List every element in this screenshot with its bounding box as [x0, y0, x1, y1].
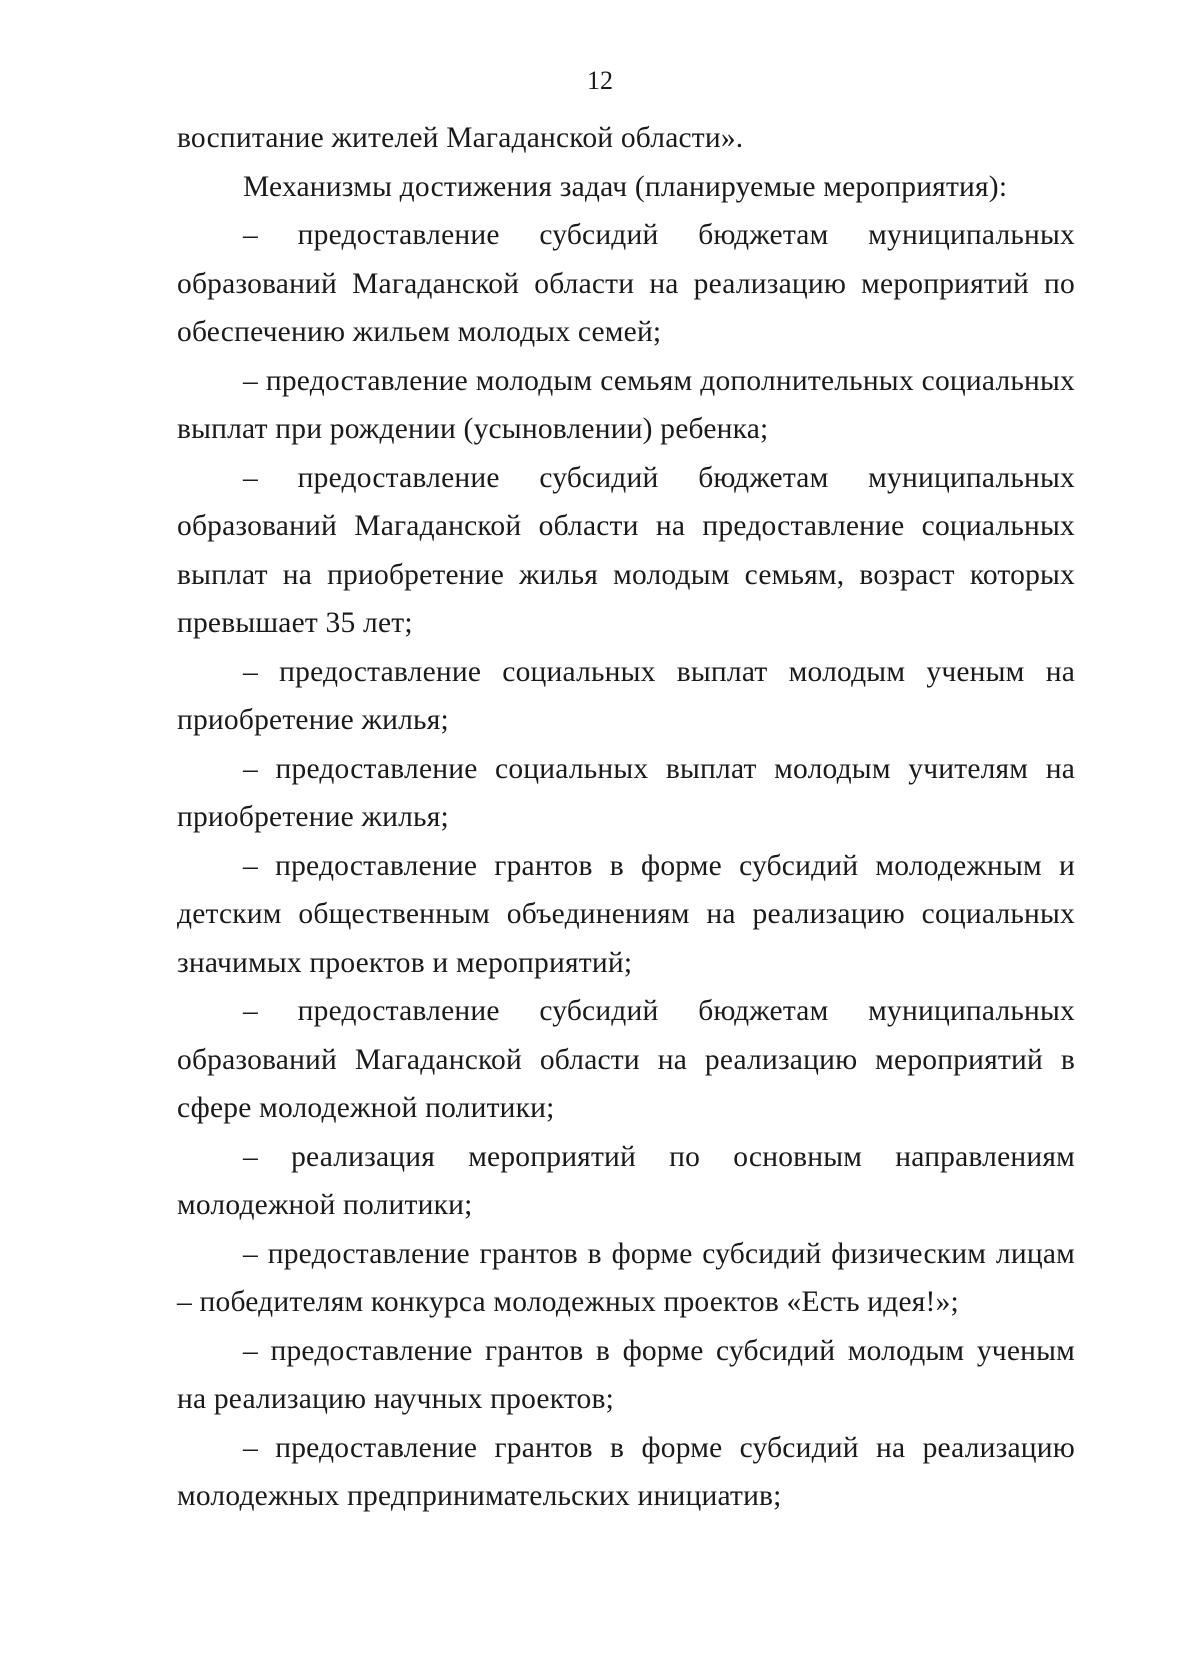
list-item: – предоставление грантов в форме субсидий физическим лицам – победителям конкурса молодежных проектов «Есть идея!»; [177, 1237, 1075, 1318]
intro-paragraph: Механизмы достижения задач (планируемые мероприятия): [243, 170, 1008, 203]
list-item: – предоставление субсидий бюджетам муниципальных образований Магаданской области на реализацию мероприятий в сфере молодежной политики; [177, 995, 1075, 1124]
list-item: – предоставление социальных выплат молодым учителям на приобретение жилья; [177, 752, 1075, 833]
list-item: – предоставление социальных выплат молодым ученым на приобретение жилья; [177, 655, 1075, 736]
list-item: – предоставление грантов в форме субсидий на реализацию молодежных предпринимательских инициатив; [177, 1431, 1075, 1512]
list-item: – предоставление субсидий бюджетам муниципальных образований Магаданской области на реализацию мероприятий по обеспечению жильем молодых семей; [177, 219, 1075, 348]
list-item: – предоставление молодым семьям дополнительных социальных выплат при рождении (усыновлении) ребенка; [177, 364, 1075, 445]
page-number: 12 [587, 66, 613, 95]
list-item: – реализация мероприятий по основным направлениям молодежной политики; [177, 1140, 1075, 1221]
list-item: – предоставление субсидий бюджетам муниципальных образований Магаданской области на предоставление социальных выплат на приобретение жилья молодым семьям, возраст которых превышает 35 лет; [177, 461, 1075, 639]
list-item: – предоставление грантов в форме субсидий молодежным и детским общественным объединениям на реализацию социальных значимых проектов и мероприятий; [177, 849, 1075, 979]
continuation-paragraph: воспитание жителей Магаданской области». [177, 122, 744, 154]
document-body [177, 114, 1075, 1521]
list-item: – предоставление грантов в форме субсидий молодым ученым на реализацию научных проектов; [177, 1334, 1075, 1415]
